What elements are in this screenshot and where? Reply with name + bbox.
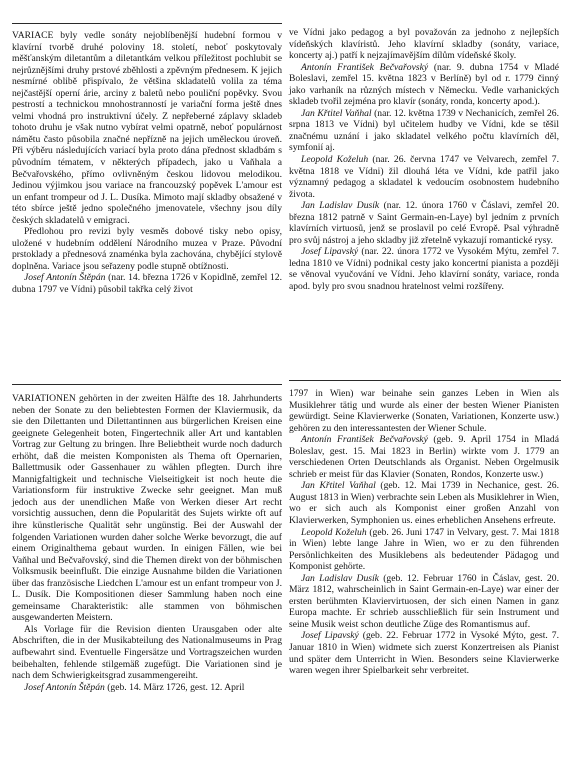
composer-name: Jan Křtitel Vaňhal bbox=[301, 480, 376, 492]
composer-name: Leopold Koželuh bbox=[301, 154, 369, 166]
czech-revision-paragraph: Předlohou pro revizi byly vesměs dobové tisky nebo opisy, uložené v hudebním oddělení Národního muzea v Praze. Původní prstoklady a přednesová znaménka byla zachována, chybějící stylově doplněna. Variace jsou seřazeny podle stupně obtížnosti. bbox=[12, 226, 282, 272]
czech-bio-dusik bbox=[289, 200, 559, 246]
bio-text: (geb. 12. Mai 1739 in Nechanice, gest. 26. August 1813 in Wien) verbrachte sein Leben als Musiklehrer in Wien, wo er sich auch als Komponist einer großen Anzahl von Klavierwerken, Symphonien us. eines erheblichen Ansehens erfreute. bbox=[289, 480, 559, 527]
bio-text: (nar. 22. února 1772 ve Vysokém Mýtu, zemřel 7. ledna 1810 ve Vídni) podnikal cesty jako koncertní pianista a později se věnoval vyučování ve Vídni. Jeho klavírní sonáty, variace, ronda apod. byly pro svou snadnou hratelnost velmi rozšířeny. bbox=[289, 246, 559, 293]
czech-text-right-column bbox=[289, 27, 559, 293]
bio-text: (geb. 22. Februar 1772 in Vysoké Mýto, gest. 7. Januar 1810 in Wien) widmete sich zuerst Konzertreisen als Pianist und später dem Unterricht in Wien. Besonders seine Klavierwerke waren wegen ihrer Spielbarkeit sehr verbreitet. bbox=[289, 630, 559, 677]
german-intro-paragraph: VARIATIONEN gehörten in der zweiten Hälfte des 18. Jahrhunderts neben der Sonate zu den beliebtesten Formen der Klaviermusik, da sie den Dilettanten und Dilettantinnen aus bürgerlichen Kreisen eine geeignete Gelegenheit boten, Fingertechnik aller Art und kantablen Vortrag zur Geltung zu bringen. Ihre Beliebtheit wurde noch dadurch erhöht, daß die meisten Komponisten als Thema oft Opernarien, Ballettmusik oder Gassenhauer zu wählen pflegten. Durch ihre Mannigfaltigkeit und technische Vielseitigkeit ist noch heute die Variationsform für instruktive Zwecke sehr geeignet. Man muß jedoch aus der unendlichen Maße von Werken dieser Art recht vorsichtig aussuchen, denn die Popularität des Sujets wirkte oft auf ihre künstlerische Qualität sehr ungünstig. Bei der Auswahl der folgenden Variationen wurden daher solche Werke bevorzugt, die auf einem Originalthema gebaut wurden. In einigen Fällen, wie bei Vaňhal und Bečvařovský, sind die Themen direkt von der böhmischen Volksmusik beeinflußt. Die einzige Ausnahme bilden die Variationen über das französische Liedchen L'amour est un enfant trompeur von J. L. Dusík. Die Kompositionen dieser Sammlung haben noch eine gemeinsame Charakteristik: alle stammen von böhmischen ausgewanderten Meistern. bbox=[12, 393, 282, 624]
composer-name: Antonín František Bečvařovský bbox=[301, 61, 429, 73]
czech-bio-stepan bbox=[12, 272, 282, 295]
bio-text: (nar. 26. června 1747 ve Velvarech, zemřel 7. května 1818 ve Vídni) žil dlouhá léta ve Vídni, kde patřil jako významný pedagog a skladatel k vedoucím osobnostem hudebního života. bbox=[289, 154, 560, 200]
czech-bio-lipavsky bbox=[289, 246, 559, 292]
bio-text: (nar. 12. května 1739 v Nechanicích, zemřel 26. srpna 1813 ve Vídni) byl učitelem hudby ve Vídni, kde se těšil značnému uznání i jako skladatel velkého počtu klavírních děl, symfonií aj. bbox=[289, 107, 559, 154]
bio-text: (nar. 12. února 1760 v Čáslavi, zemřel 20. března 1812 patrně v Saint Germain-en-Laye) byl jedním z prvních klavírních virtuosů, jenž se proslavil po celé Evropě. Psal výhradně pro svůj nástroj a jeho skladby již zřetelně vykazují romantické rysy. bbox=[289, 200, 559, 246]
czech-bio-vanhal bbox=[289, 108, 559, 154]
german-revision-paragraph: Als Vorlage für die Revision dienten Urausgaben oder alte Abschriften, die in der Musikabteilung des Nationalmuseums in Prag aufbewahrt sind. Eventuelle Fingersätze und Vortragszeichen wurden beibehalten, fehlende stilgemäß zugefügt. Die Variationen sind je nach dem Schwierigkeitsgrad zusammengereiht. bbox=[12, 623, 282, 682]
bio-text: (nar. 14. března 1726 v Kopidlně, zemřel 12. dubna 1797 ve Vídni) působil takřka celý život bbox=[12, 272, 283, 296]
german-bio-stepan bbox=[12, 682, 282, 694]
german-bio-lipavsky bbox=[289, 630, 559, 676]
bio-text: (geb. 9. April 1754 in Mladá Boleslav, gest. 15. Mai 1823 in Berlin) wirkte vom J. 1779 an verschiedenen Orten Deutschlands als Organist. Neben Orgelmusik schrieb er meist für das Klavier (Sonaten, Rondos, Konzerte usw.) bbox=[289, 434, 559, 480]
bio-text: (nar. 9. dubna 1754 v Mladé Boleslavi, zemřel 15. května 1823 v Berlíně) byl od r. 1779 činný jako varhaník na různých místech v Německu. Vedle varhanických skladeb tvořil zejména pro klavír (sonáty, ronda, koncerty apod.). bbox=[289, 61, 559, 108]
composer-name: Josef Lipavský bbox=[301, 630, 359, 642]
composer-name: Josef Antonín Štěpán bbox=[24, 272, 106, 284]
composer-name: Jan Křtitel Vaňhal bbox=[301, 107, 372, 119]
german-text-left-column bbox=[12, 393, 282, 693]
bio-text: (geb. 12. Februar 1760 in Čáslav, gest. 20. März 1812, wahrscheinlich in Saint Germain-en-Laye) war einer der ersten berühmten Klaviervirtuosen, der sich einen Namen in ganz Europa machte. Er schrieb ausschließlich für sein Instrument und seine Musik weist schon deutliche Züge des Romantismus auf. bbox=[289, 572, 559, 630]
top-rule bbox=[12, 23, 282, 24]
german-bio-kozeluh bbox=[289, 527, 559, 573]
czech-bio-becvarovsky bbox=[289, 62, 559, 108]
composer-name: Jan Ladislav Dusík bbox=[301, 200, 380, 212]
composer-name: Josef Antonín Štěpán bbox=[24, 681, 105, 693]
czech-bio-kozeluh bbox=[289, 154, 559, 200]
german-bio-vanhal bbox=[289, 480, 559, 526]
bio-text: (geb. 14. März 1726, gest. 12. April bbox=[104, 681, 245, 693]
german-bio-becvarovsky bbox=[289, 434, 559, 480]
bio-text: (geb. 26. Juni 1747 in Velvary, gest. 7. Mai 1818 in Wien) lebte lange Jahre in Wien, wo er zu den führenden Persönlichkeiten des Musiklebens als bedeutender Pädagog und Komponist gehörte. bbox=[289, 526, 559, 573]
composer-name: Jan Ladislav Dusík bbox=[301, 572, 379, 584]
german-stepan-continued: 1797 in Wien) war beinahe sein ganzes Leben in Wien als Musiklehrer tätig und wurde als einer der besten Wiener Pianisten gewürdigt. Seine Klavierwerke (Sonaten, Variationen, Konzerte usw.) gehören zu den interessantesten der Wiener Schule. bbox=[289, 388, 559, 434]
composer-name: Josef Lipavský bbox=[301, 246, 359, 258]
section-divider-right bbox=[289, 380, 561, 381]
czech-text-left-column bbox=[12, 30, 282, 296]
czech-stepan-continued: ve Vídni jako pedagog a byl považován za jednoho z nejlepších vídeňských klavíristů. Jeho klavírní skladby (sonáty, variace, koncerty aj.) patří k nejzajímavějším dílům vídeňské školy. bbox=[289, 27, 559, 62]
composer-name: Leopold Koželuh bbox=[301, 526, 367, 538]
german-text-right-column bbox=[289, 388, 559, 677]
composer-name: Antonín František Bečvařovský bbox=[301, 434, 428, 446]
czech-intro-paragraph: VARIACE byly vedle sonáty nejoblíbenější hudební formou v klavírní tvorbě druhé poloviny 18. století, neboť poskytovaly měšťanským diletantům a diletantkám velkou příležitost pochlubit se nejrůznějšími druhy prstové zběhlosti a zpěvným přednesem. K jejich nesmírné oblibě přispívalo, že většina skladatelů volila za téma nejčastější operní árie, arciny z baletů nebo pouliční popěvky. Svou pestrostí a technickou mnohostranností je variační forma ještě dnes velmi vhodná pro instruktivní účely. Z nepřeberné záplavy skladeb tohoto druhu je však nutno vybírat velmi opatrně, neboť populárnost námětu často působila značné nepřízně na jejich uměleckou úroveň. Při výběru následujících variací byla proto dána přednost skladbám s původním tématem, v některých případech, jako u Vaňhala a Bečvařovského, přímo ovlivněným českou lidovou melodikou. Jedinou výjimkou jsou variace na francouzský popěvek L'amour est un enfant trompeur od J. L. Dusíka. Mimoto mají skladby obsažené v této sbírce ještě jedno společného jmenovatele, všechny jsou díly českých skladatelů v emigraci. bbox=[12, 30, 282, 226]
section-divider-left bbox=[12, 384, 282, 385]
german-bio-dusik bbox=[289, 573, 559, 631]
